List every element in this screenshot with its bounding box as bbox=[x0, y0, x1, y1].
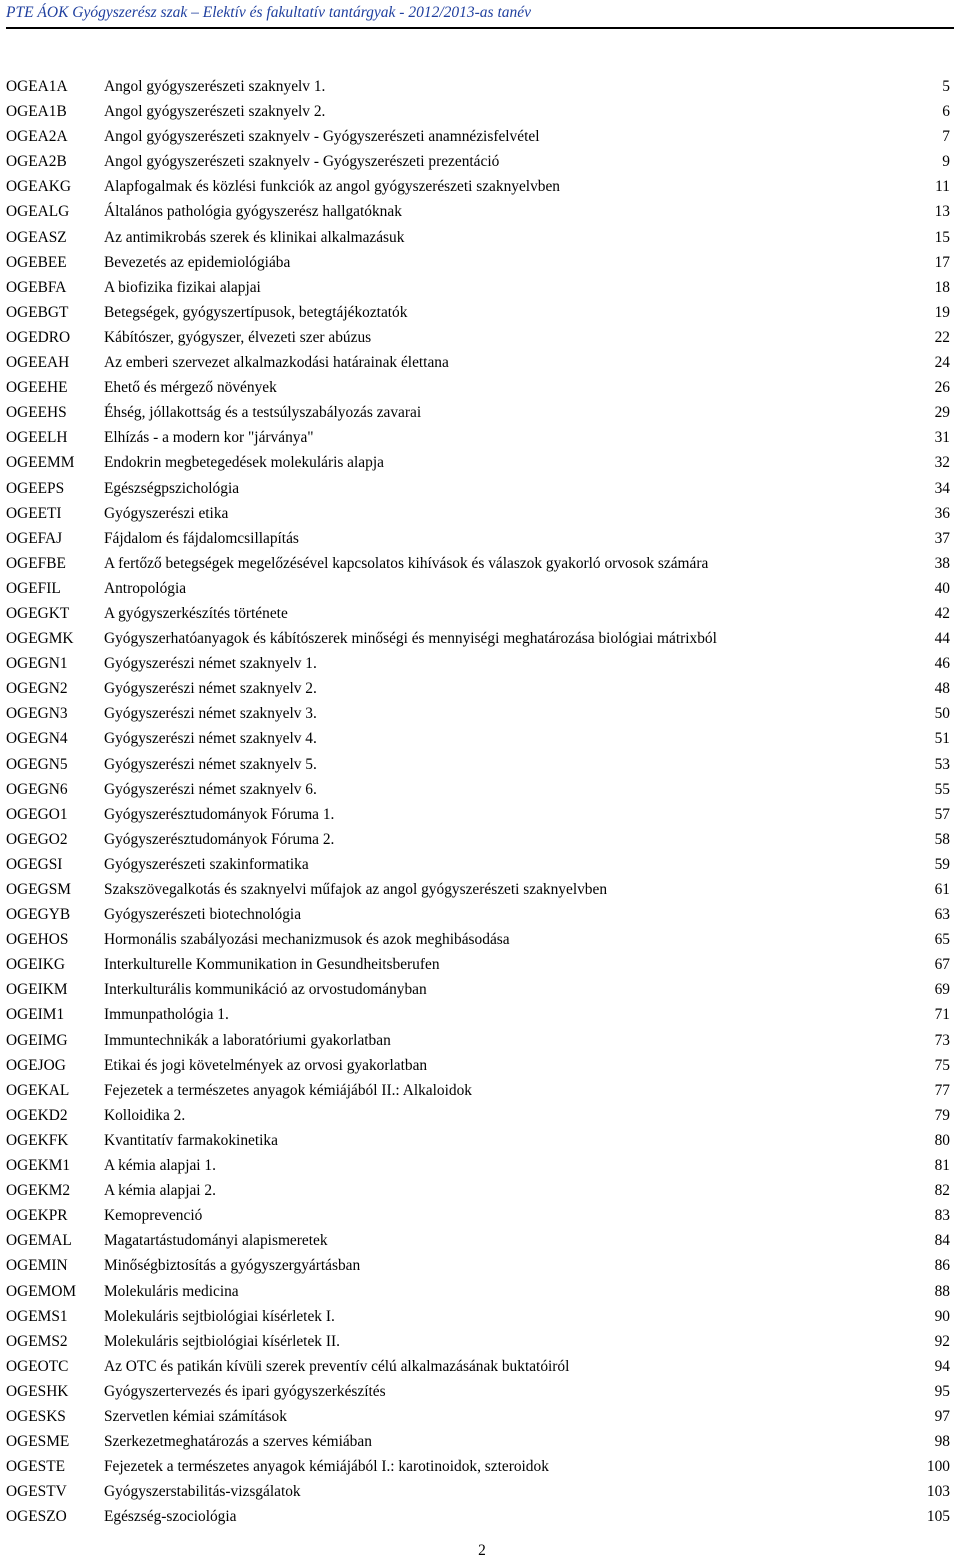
course-code: OGEEPS bbox=[6, 479, 65, 497]
course-title: Fájdalom és fájdalomcsillapítás bbox=[104, 529, 299, 547]
toc-page-number: 105 bbox=[926, 1508, 950, 1526]
course-title: Gyógyszerészi német szaknyelv 2. bbox=[104, 680, 317, 698]
course-title: Gyógyszerészi német szaknyelv 4. bbox=[104, 730, 317, 748]
toc-page-number: 65 bbox=[934, 931, 950, 949]
course-code: OGEIMG bbox=[6, 1031, 68, 1049]
toc-row bbox=[6, 425, 950, 450]
course-code: OGEGMK bbox=[6, 630, 74, 648]
toc-page-number: 36 bbox=[934, 504, 950, 522]
toc-page-number: 51 bbox=[934, 730, 950, 748]
course-code: OGEKD2 bbox=[6, 1106, 68, 1124]
course-code: OGEA2A bbox=[6, 128, 68, 146]
course-title: Kolloidika 2. bbox=[104, 1106, 186, 1124]
toc-page-number: 95 bbox=[934, 1382, 950, 1400]
course-title: Kvantitatív farmakokinetika bbox=[104, 1131, 278, 1149]
course-code: OGEIKM bbox=[6, 981, 68, 999]
course-code: OGEASZ bbox=[6, 228, 67, 246]
toc-page-number: 100 bbox=[926, 1458, 950, 1476]
course-title: Gyógyszerészeti biotechnológia bbox=[104, 906, 302, 924]
toc-page-number: 98 bbox=[934, 1433, 950, 1451]
course-code: OGEGKT bbox=[6, 604, 70, 622]
toc-row bbox=[6, 174, 950, 199]
toc-page-number: 57 bbox=[934, 805, 950, 823]
toc-page-number: 40 bbox=[934, 579, 950, 597]
course-title: Szervetlen kémiai számítások bbox=[104, 1407, 287, 1425]
toc-page-number: 67 bbox=[934, 956, 950, 974]
toc-row bbox=[6, 1103, 950, 1128]
course-code: OGESTE bbox=[6, 1458, 65, 1476]
course-title: Betegségek, gyógyszertípusok, betegtájékoztatók bbox=[104, 303, 408, 321]
course-code: OGEMS1 bbox=[6, 1307, 68, 1325]
toc-page-number: 92 bbox=[934, 1332, 950, 1350]
toc-row bbox=[6, 501, 950, 526]
toc-page-number: 24 bbox=[934, 354, 950, 372]
toc-row bbox=[6, 1354, 950, 1379]
toc-row bbox=[6, 225, 950, 250]
course-code: OGEA1A bbox=[6, 78, 68, 95]
course-code: OGEA2B bbox=[6, 153, 67, 171]
toc-row bbox=[6, 651, 950, 676]
toc-page-number: 83 bbox=[934, 1207, 950, 1225]
toc-row bbox=[6, 1028, 950, 1053]
toc-page-number: 84 bbox=[934, 1232, 950, 1250]
toc-page-number: 44 bbox=[934, 630, 950, 648]
course-title: Gyógyszerészi német szaknyelv 5. bbox=[104, 755, 317, 773]
course-title: Gyógyszerészi német szaknyelv 1. bbox=[104, 655, 317, 673]
toc-page-number: 103 bbox=[926, 1483, 950, 1501]
course-code: OGEGN3 bbox=[6, 705, 68, 723]
course-title: Hormonális szabályozási mechanizmusok és azok meghibásodása bbox=[104, 931, 510, 949]
toc-row bbox=[6, 1153, 950, 1178]
course-code: OGESME bbox=[6, 1433, 70, 1451]
toc-page-number: 29 bbox=[934, 404, 950, 422]
toc-page-number: 90 bbox=[934, 1307, 950, 1325]
toc-page-number: 97 bbox=[934, 1407, 950, 1425]
course-title: Magatartástudományi alapismeretek bbox=[104, 1232, 328, 1250]
toc-page-number: 59 bbox=[934, 855, 950, 873]
toc-row bbox=[6, 476, 950, 501]
course-title: Éhség, jóllakottság és a testsúlyszabályozás zavarai bbox=[104, 404, 422, 422]
course-code: OGEHOS bbox=[6, 931, 69, 949]
course-code: OGEMIN bbox=[6, 1257, 68, 1275]
toc-row bbox=[6, 827, 950, 852]
course-title: Molekuláris medicina bbox=[104, 1282, 239, 1300]
course-title: Az antimikrobás szerek és klinikai alkalmazásuk bbox=[104, 228, 405, 246]
toc-page-number: 42 bbox=[934, 604, 950, 622]
course-title: Fejezetek a természetes anyagok kémiájából I.: karotinoidok, szteroidok bbox=[104, 1458, 549, 1476]
course-code: OGEKAL bbox=[6, 1081, 70, 1099]
toc-page-number: 17 bbox=[934, 253, 950, 271]
course-title: A fertőző betegségek megelőzésével kapcsolatos kihívások és válaszok gyakorló orvosok számára bbox=[104, 554, 709, 572]
toc-page-number: 34 bbox=[934, 479, 950, 497]
course-code: OGEGN1 bbox=[6, 655, 68, 673]
course-title: A gyógyszerkészítés története bbox=[104, 604, 288, 622]
toc-page-number: 38 bbox=[934, 554, 950, 572]
course-title: Immunpathológia 1. bbox=[104, 1006, 229, 1024]
toc-page-number: 82 bbox=[934, 1182, 950, 1200]
toc-page-number: 73 bbox=[934, 1031, 950, 1049]
toc-page-number: 75 bbox=[934, 1056, 950, 1074]
course-title: Gyógyszerészi német szaknyelv 6. bbox=[104, 780, 317, 798]
toc-page-number: 15 bbox=[934, 228, 950, 246]
toc-row bbox=[6, 99, 950, 124]
course-code: OGEEAH bbox=[6, 354, 70, 372]
toc-row bbox=[6, 526, 950, 551]
toc-row bbox=[6, 325, 950, 350]
course-code: OGEDRO bbox=[6, 328, 71, 346]
course-title: Immuntechnikák a laboratóriumi gyakorlatban bbox=[104, 1031, 391, 1049]
toc-page-number: 7 bbox=[942, 128, 950, 146]
toc-row bbox=[6, 300, 950, 325]
toc-page-number: 94 bbox=[934, 1357, 950, 1375]
toc-page-number: 46 bbox=[934, 655, 950, 673]
course-title: Gyógyszerésztudományok Fóruma 1. bbox=[104, 805, 335, 823]
toc-page-number: 63 bbox=[934, 906, 950, 924]
toc-row bbox=[6, 275, 950, 300]
toc-page-number: 13 bbox=[934, 203, 950, 221]
course-code: OGEEHS bbox=[6, 404, 67, 422]
toc-page-number: 18 bbox=[934, 278, 950, 296]
course-code: OGEALG bbox=[6, 203, 70, 221]
course-code: OGEGO1 bbox=[6, 805, 68, 823]
toc-row bbox=[6, 927, 950, 952]
toc-page-number: 5 bbox=[942, 78, 950, 95]
table-of-contents bbox=[6, 74, 950, 1529]
toc-row bbox=[6, 877, 950, 902]
toc-row bbox=[6, 74, 950, 99]
course-code: OGEGYB bbox=[6, 906, 71, 924]
course-code: OGEGN6 bbox=[6, 780, 68, 798]
toc-page-number: 37 bbox=[934, 529, 950, 547]
course-code: OGEFIL bbox=[6, 579, 61, 597]
course-code: OGEEMM bbox=[6, 454, 75, 472]
course-code: OGEKPR bbox=[6, 1207, 68, 1225]
toc-row bbox=[6, 450, 950, 475]
toc-page-number: 79 bbox=[934, 1106, 950, 1124]
course-title: Ehető és mérgező növények bbox=[104, 379, 277, 397]
course-title: Egészségpszichológia bbox=[104, 479, 240, 497]
toc-page-number: 32 bbox=[934, 454, 950, 472]
course-code: OGESTV bbox=[6, 1483, 67, 1501]
toc-row bbox=[6, 551, 950, 576]
toc-row bbox=[6, 199, 950, 224]
toc-row bbox=[6, 1404, 950, 1429]
toc-row bbox=[6, 1002, 950, 1027]
course-title: Antropológia bbox=[104, 579, 187, 597]
course-code: OGEFAJ bbox=[6, 529, 63, 547]
toc-page-number: 11 bbox=[935, 178, 950, 196]
toc-row bbox=[6, 726, 950, 751]
page-number: 2 bbox=[478, 1542, 486, 1559]
toc-page-number: 88 bbox=[934, 1282, 950, 1300]
toc-row bbox=[6, 1304, 950, 1329]
toc-page-number: 77 bbox=[934, 1081, 950, 1099]
course-title: Angol gyógyszerészeti szaknyelv 2. bbox=[104, 103, 326, 121]
course-title: Etikai és jogi követelmények az orvosi gyakorlatban bbox=[104, 1056, 428, 1074]
toc-row bbox=[6, 1078, 950, 1103]
course-code: OGESZO bbox=[6, 1508, 67, 1526]
course-code: OGEGN4 bbox=[6, 730, 68, 748]
course-title: A biofizika fizikai alapjai bbox=[104, 278, 261, 296]
toc-row bbox=[6, 149, 950, 174]
course-title: Fejezetek a természetes anyagok kémiájából II.: Alkaloidok bbox=[104, 1081, 472, 1099]
course-code: OGEGSI bbox=[6, 855, 63, 873]
course-code: OGEJOG bbox=[6, 1056, 66, 1074]
course-title: Kábítószer, gyógyszer, élvezeti szer abúzus bbox=[104, 328, 372, 346]
course-title: Gyógyszerstabilitás-vizsgálatok bbox=[104, 1483, 301, 1501]
header-title: PTE ÁOK Gyógyszerész szak – Elektív és fakultatív tantárgyak - 2012/2013-as tanév bbox=[6, 4, 532, 21]
toc-row bbox=[6, 601, 950, 626]
course-title: Bevezetés az epidemiológiába bbox=[104, 253, 291, 271]
toc-row bbox=[6, 350, 950, 375]
toc-row bbox=[6, 250, 950, 275]
toc-row bbox=[6, 1279, 950, 1304]
course-code: OGEMS2 bbox=[6, 1332, 68, 1350]
toc-row bbox=[6, 701, 950, 726]
course-code: OGEEHE bbox=[6, 379, 68, 397]
toc-row bbox=[6, 1203, 950, 1228]
course-code: OGEMAL bbox=[6, 1232, 72, 1250]
course-title: Molekuláris sejtbiológiai kísérletek I. bbox=[104, 1307, 335, 1325]
toc-page-number: 26 bbox=[934, 379, 950, 397]
course-code: OGEKM1 bbox=[6, 1157, 71, 1175]
course-title: Angol gyógyszerészeti szaknyelv - Gyógyszerészeti anamnézisfelvétel bbox=[104, 128, 540, 146]
course-title: Gyógyszertervezés és ipari gyógyszerkészítés bbox=[104, 1382, 386, 1400]
course-code: OGEAKG bbox=[6, 178, 71, 196]
course-code: OGEGN5 bbox=[6, 755, 68, 773]
course-code: OGEKM2 bbox=[6, 1182, 71, 1200]
toc-row bbox=[6, 1329, 950, 1354]
course-code: OGEGN2 bbox=[6, 680, 68, 698]
course-code: OGEGO2 bbox=[6, 830, 68, 848]
toc-row bbox=[6, 576, 950, 601]
toc-page-number: 53 bbox=[934, 755, 950, 773]
course-title: Interkulturális kommunikáció az orvostudományban bbox=[104, 981, 427, 999]
toc-page-number: 48 bbox=[934, 680, 950, 698]
course-code: OGEOTC bbox=[6, 1357, 69, 1375]
toc-row bbox=[6, 1454, 950, 1479]
page-header bbox=[6, 0, 954, 29]
toc-row bbox=[6, 124, 950, 149]
course-title: Angol gyógyszerészeti szaknyelv 1. bbox=[104, 78, 326, 95]
toc-row bbox=[6, 902, 950, 927]
toc-row bbox=[6, 1379, 950, 1404]
toc-row bbox=[6, 777, 950, 802]
toc-page-number: 9 bbox=[942, 153, 950, 171]
course-code: OGEBFA bbox=[6, 278, 67, 296]
course-title: A kémia alapjai 2. bbox=[104, 1182, 216, 1200]
course-title: Gyógyszerészi etika bbox=[104, 504, 229, 522]
toc-page-number: 69 bbox=[934, 981, 950, 999]
course-title: Szakszövegalkotás és szaknyelvi műfajok az angol gyógyszerészeti szaknyelvben bbox=[104, 881, 608, 898]
course-code: OGEFBE bbox=[6, 554, 66, 572]
course-title: Alapfogalmak és közlési funkciók az angol gyógyszerészeti szaknyelvben bbox=[104, 178, 561, 196]
toc-page-number: 50 bbox=[934, 705, 950, 723]
course-code: OGEBGT bbox=[6, 303, 69, 321]
toc-row bbox=[6, 802, 950, 827]
toc-row bbox=[6, 676, 950, 701]
course-code: OGEKFK bbox=[6, 1131, 69, 1149]
course-title: Gyógyszerészi német szaknyelv 3. bbox=[104, 705, 317, 723]
course-title: Endokrin megbetegedések molekuláris alapja bbox=[104, 454, 384, 472]
course-title: Gyógyszerészeti szakinformatika bbox=[104, 855, 309, 873]
course-code: OGESHK bbox=[6, 1382, 69, 1400]
toc-row bbox=[6, 852, 950, 877]
toc-page-number: 6 bbox=[942, 103, 950, 121]
toc-row bbox=[6, 1228, 950, 1253]
course-code: OGEGSM bbox=[6, 881, 71, 898]
toc-page-number: 86 bbox=[934, 1257, 950, 1275]
toc-page-number: 31 bbox=[934, 429, 950, 447]
toc-row bbox=[6, 626, 950, 651]
toc-row bbox=[6, 400, 950, 425]
course-title: Az OTC és patikán kívüli szerek preventív célú alkalmazásának buktatóiról bbox=[104, 1357, 570, 1375]
course-code: OGEIKG bbox=[6, 956, 65, 974]
course-title: Gyógyszerhatóanyagok és kábítószerek minőségi és mennyiségi meghatározása biológiai mátrixból bbox=[104, 630, 717, 648]
course-code: OGEMOM bbox=[6, 1282, 77, 1300]
toc-page-number: 80 bbox=[934, 1131, 950, 1149]
course-title: A kémia alapjai 1. bbox=[104, 1157, 216, 1175]
course-title: Szerkezetmeghatározás a szerves kémiában bbox=[104, 1433, 372, 1451]
toc-page-number: 19 bbox=[934, 303, 950, 321]
toc-page-number: 58 bbox=[934, 830, 950, 848]
toc-row bbox=[6, 1504, 950, 1529]
course-code: OGEETI bbox=[6, 504, 62, 522]
toc-row bbox=[6, 752, 950, 777]
toc-page-number: 81 bbox=[934, 1157, 950, 1175]
course-title: Minőségbiztosítás a gyógyszergyártásban bbox=[104, 1257, 361, 1275]
toc-page-number: 71 bbox=[934, 1006, 950, 1024]
toc-row bbox=[6, 1053, 950, 1078]
course-title: Interkulturelle Kommunikation in Gesundheitsberufen bbox=[104, 956, 440, 974]
course-title: Egészség-szociológia bbox=[104, 1508, 237, 1526]
toc-row bbox=[6, 1429, 950, 1454]
course-code: OGEBEE bbox=[6, 253, 67, 271]
course-title: Kemoprevenció bbox=[104, 1207, 203, 1225]
toc-row bbox=[6, 375, 950, 400]
course-title: Általános pathológia gyógyszerész hallgatóknak bbox=[104, 203, 402, 221]
toc-page-number: 22 bbox=[934, 328, 950, 346]
course-title: Az emberi szervezet alkalmazkodási határainak élettana bbox=[104, 354, 449, 372]
course-code: OGEA1B bbox=[6, 103, 67, 121]
course-code: OGESKS bbox=[6, 1407, 66, 1425]
course-title: Gyógyszerésztudományok Fóruma 2. bbox=[104, 830, 335, 848]
toc-row bbox=[6, 952, 950, 977]
course-code: OGEELH bbox=[6, 429, 68, 447]
course-code: OGEIM1 bbox=[6, 1006, 65, 1024]
course-title: Molekuláris sejtbiológiai kísérletek II. bbox=[104, 1332, 340, 1350]
toc-row bbox=[6, 977, 950, 1002]
toc-page-number: 55 bbox=[934, 780, 950, 798]
toc-row bbox=[6, 1178, 950, 1203]
toc-page-number: 61 bbox=[934, 881, 950, 898]
toc-row bbox=[6, 1128, 950, 1153]
toc-row bbox=[6, 1253, 950, 1278]
course-title: Elhízás - a modern kor "járványa" bbox=[104, 429, 314, 447]
toc-row bbox=[6, 1479, 950, 1504]
course-title: Angol gyógyszerészeti szaknyelv - Gyógyszerészeti prezentáció bbox=[104, 153, 500, 171]
